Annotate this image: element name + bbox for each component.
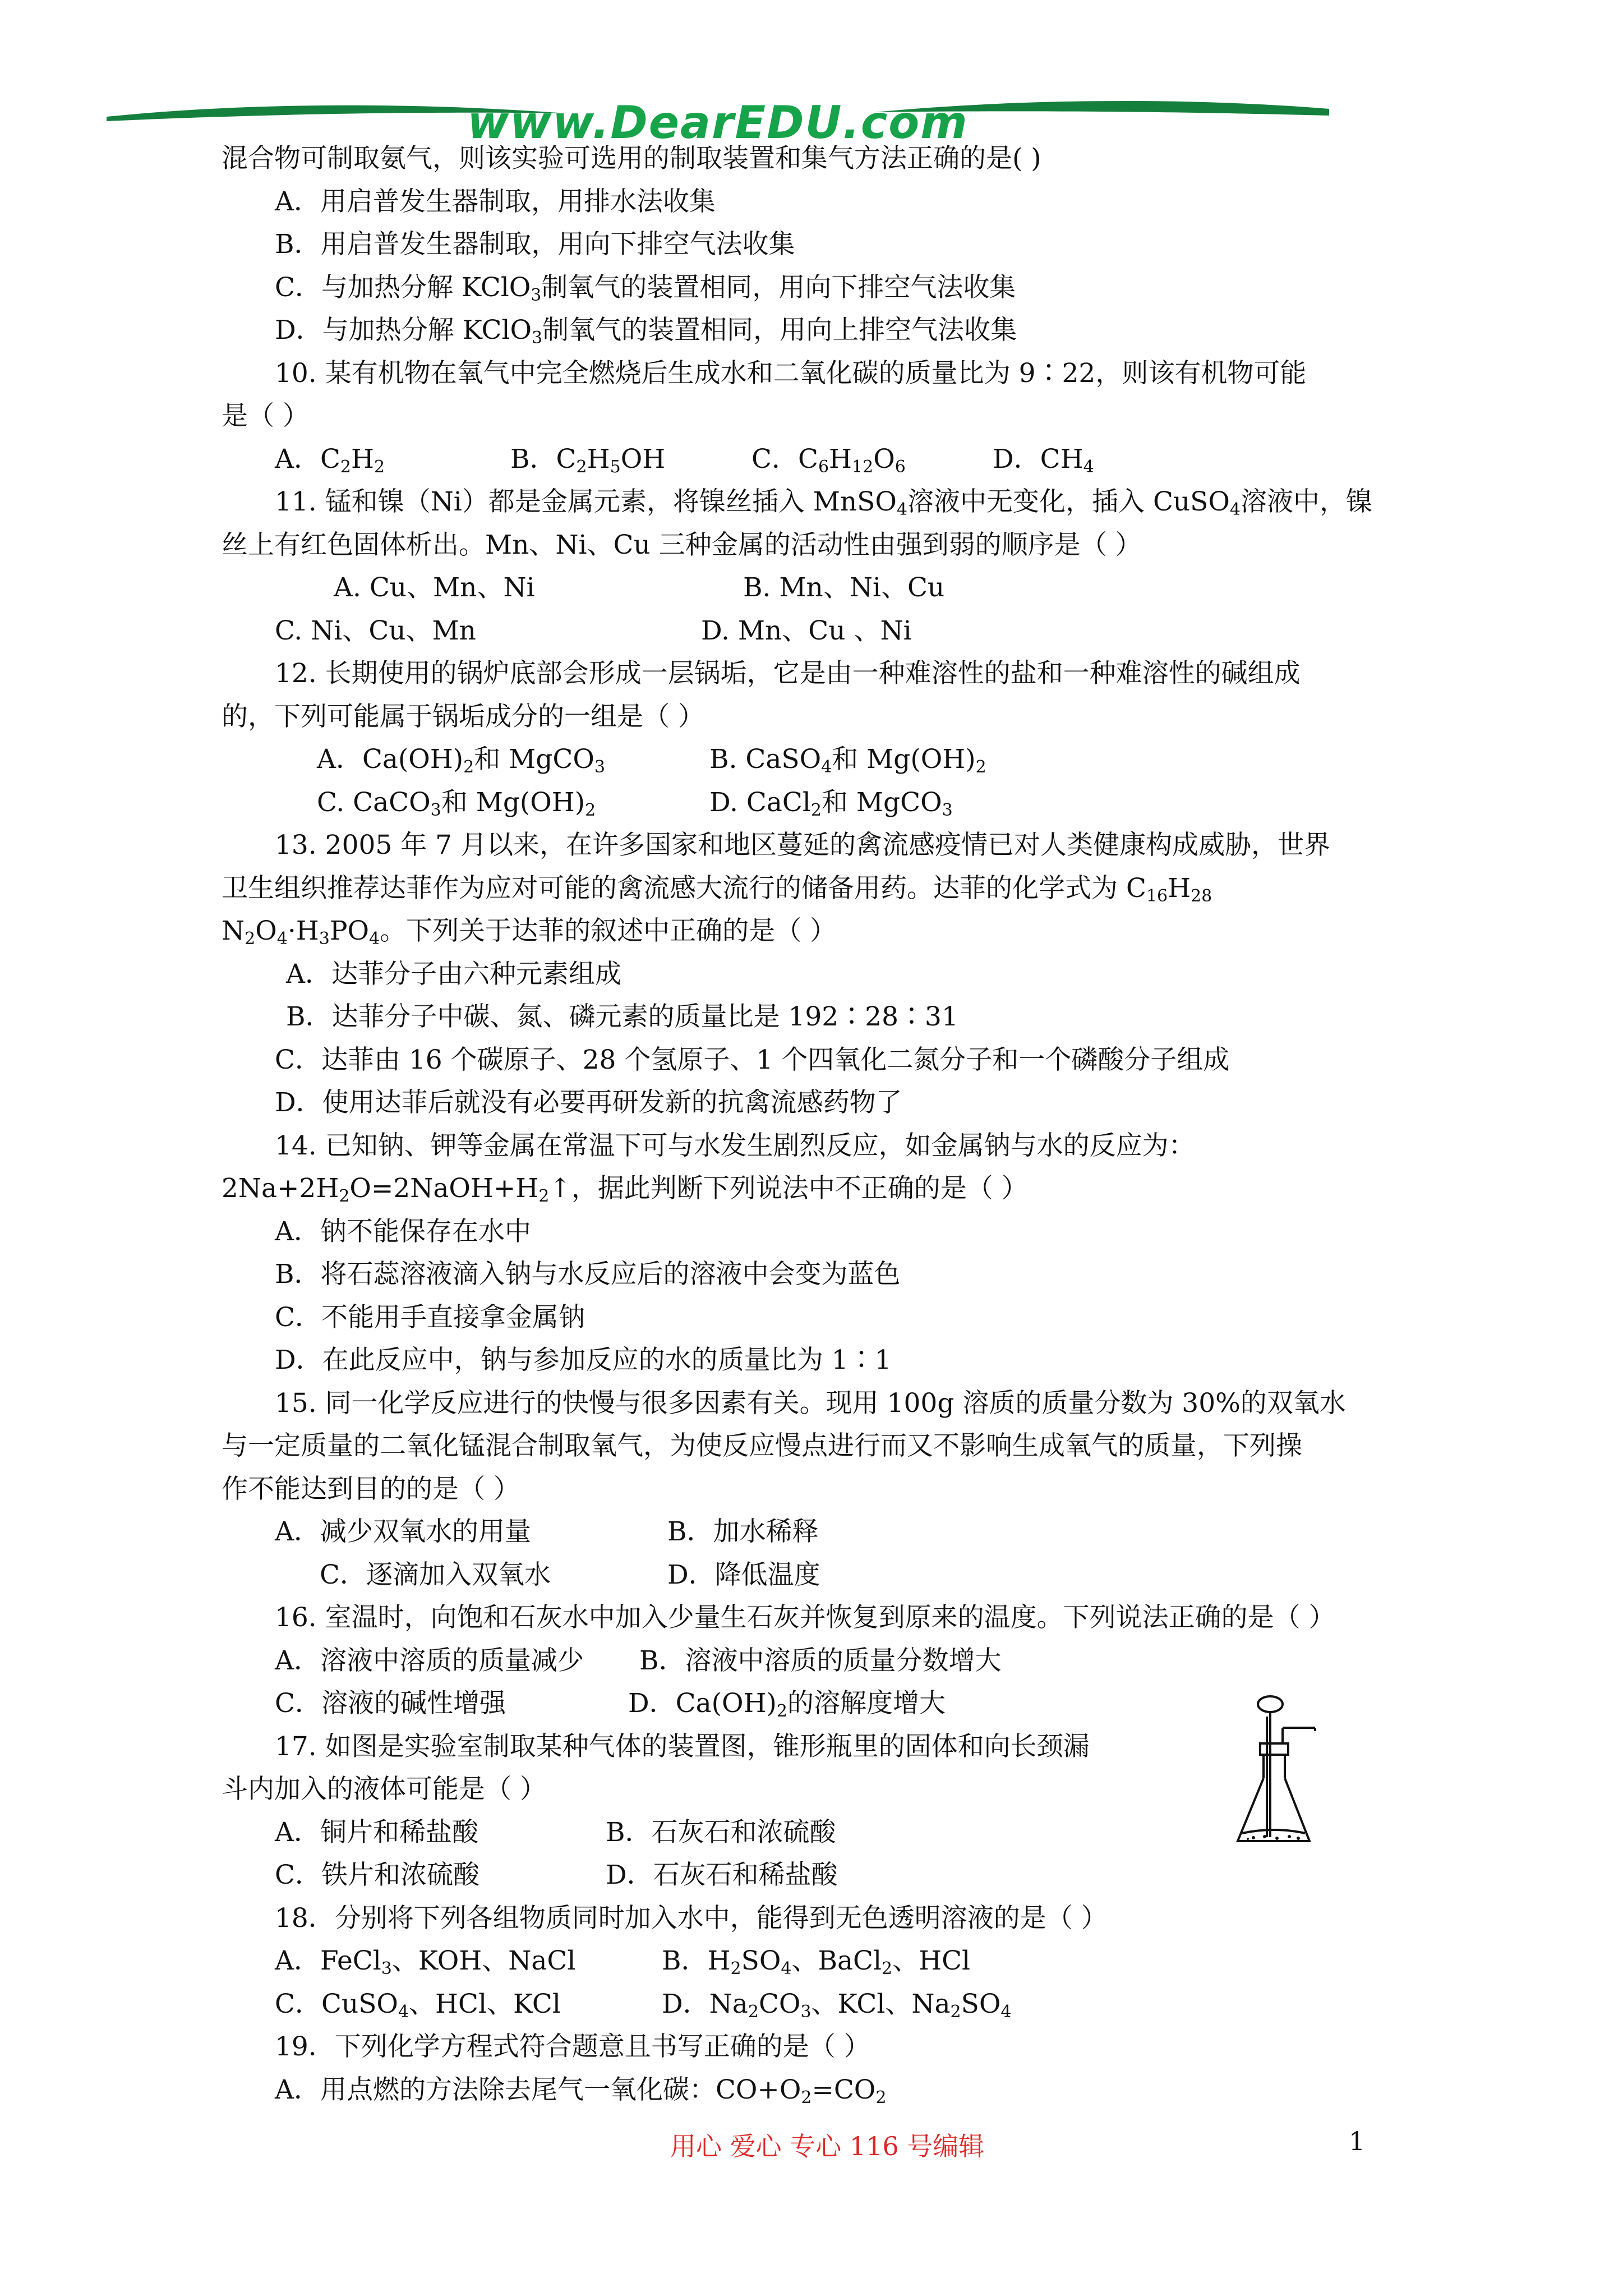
q9-option-d: D．与加热分解 KClO$_3$制氧气的装置相同，用向上排空气法收集 [275,315,1017,348]
q11-option-a: A. Cu、Mn、Ni [334,572,535,603]
q11-stem-line2: 丝上有红色固体析出。Mn、Ni、Cu 三种金属的活动性由强到弱的顺序是（ ） [222,529,1142,560]
q18-option-c: C．CuSO$_4$、HCl、KCl [275,1988,561,2022]
q13-option-b: B．达菲分子中碳、氮、磷元素的质量比是 192∶28∶31 [286,1001,958,1032]
q14-option-c: C．不能用手直接拿金属钠 [275,1301,585,1333]
q11-options-cd [222,610,1427,653]
q16-option-b: B．溶液中溶质的质量分数增大 [639,1645,1002,1676]
q18-options-cd [222,1983,1427,2026]
q13-option-a: A．达菲分子由六种元素组成 [286,958,621,990]
q10-option-d: D．$CH_4$ [993,443,1094,477]
q15-stem-line2: 与一定质量的二氧化锰混合制取氧气，为使反应慢点进行而又不影响生成氧气的质量，下列操 [222,1430,1302,1461]
q12-stem-line1: 12. 长期使用的锅炉底部会形成一层锅垢，它是由一种难溶性的盐和一种难溶性的碱组成 [275,658,1301,689]
q10-option-b: B．$C_2H_5OH$ [510,443,666,477]
q14-stem-line2: $2Na+2H_2O=2NaOH+H_2↑$，据此判断下列说法中不正确的是（ ） [222,1173,1028,1206]
q12-option-d: D. CaCl$_2$和 MgCO$_3$ [709,786,953,820]
q15-stem-line3: 作不能达到目的的是（ ） [222,1473,520,1504]
q17-option-b: B．石灰石和浓硫酸 [606,1816,836,1848]
q16-options-ab [222,1640,1427,1683]
q10-option-a: A．$C_2H_2$ [275,443,385,477]
q11-option-b: B. Mn、Ni、Cu [743,572,945,603]
q19-stem: 19．下列化学方程式符合题意且书写正确的是（ ） [275,2031,870,2062]
q17-options-cd [222,1854,1427,1897]
q15-options-ab [222,1511,1427,1554]
q13-option-c: C．达菲由 16 个碳原子、28 个氢原子、1 个四氧化二氮分子和一个磷酸分子组成 [275,1044,1230,1075]
footer-text: 用心 爱心 专心 116 号编辑 [670,2131,985,2161]
q10-options [222,438,1427,481]
q17-option-a: A．铜片和稀盐酸 [275,1816,478,1848]
q15-option-c: C．逐滴加入双氧水 [320,1559,551,1590]
q12-options-cd [222,781,1427,825]
page-number: 1 [1349,2126,1366,2156]
q16-option-d: D．$Ca(OH)_2$的溶解度增大 [628,1688,946,1721]
q18-option-b: B．$H_2SO_4$、BaCl$_2$、HCl [662,1945,971,1978]
q10-stem-line2: 是（ ） [222,401,309,431]
q15-stem-line1: 15. 同一化学反应进行的快慢与很多因素有关。现用 100g 溶质的质量分数为 30%的双氧水 [275,1387,1346,1419]
q17-option-c: C．铁片和浓硫酸 [275,1860,479,1890]
q13-option-d: D．使用达菲后就没有必要再研发新的抗禽流感药物了 [275,1087,902,1118]
q12-option-b: B. CaSO$_4$和 $Mg(OH)_2$ [709,744,986,777]
q18-option-a: A．FeCl$_3$、KOH、NaCl [275,1945,576,1978]
q11-options-ab [222,567,1427,610]
q15-option-a: A．减少双氧水的用量 [275,1516,531,1547]
q16-option-a: A．溶液中溶质的质量减少 [275,1645,584,1676]
q13-stem-line3: $N_2O_4\cdot H_3PO_4$。下列关于达菲的叙述中正确的是（ ） [222,915,837,949]
q14-option-b: B．将石蕊溶液滴入钠与水反应后的溶液中会变为蓝色 [275,1259,901,1290]
q15-options-cd [222,1554,1427,1597]
q18-options-ab [222,1940,1427,1983]
q14-option-d: D．在此反应中，钠与参加反应的水的质量比为 1∶1 [275,1345,892,1375]
q15-option-b: B．加水稀释 [667,1516,819,1547]
q19-option-a: A．用点燃的方法除去尾气一氧化碳：$CO+O_2=CO_2$ [275,2074,887,2108]
q10-option-c: C．$C_6H_{12}O_6$ [751,443,906,477]
q12-options-ab [222,738,1427,781]
q12-option-a: A．$Ca(OH)_2$和 MgCO$_3$ [317,744,605,777]
q17-option-d: D．石灰石和稀盐酸 [606,1860,838,1890]
q17-stem-line1: 17. 如图是实验室制取某种气体的装置图，锥形瓶里的固体和向长颈漏 [275,1731,1090,1762]
q9-stem: 混合物可制取氨气，则该实验可选用的制取装置和集气方法正确的是( ) [222,143,1041,174]
q15-option-d: D．降低温度 [667,1559,820,1590]
q18-stem: 18．分别将下列各组物质同时加入水中，能得到无色透明溶液的是（ ） [275,1902,1108,1934]
q12-option-c: C. CaCO$_3$和 $Mg(OH)_2$ [317,786,596,820]
q14-option-a: A．钠不能保存在水中 [275,1216,531,1247]
q9-option-c: C．与加热分解 KClO$_3$制氧气的装置相同，用向下排空气法收集 [275,272,1016,305]
q10-stem-line1: 10. 某有机物在氧气中完全燃烧后生成水和二氧化碳的质量比为 9∶22，则该有机物可能 [275,357,1307,389]
q9-option-b: B．用启普发生器制取，用向下排空气法收集 [275,229,795,260]
q18-option-d: D．$Na_2CO_3$、KCl、$Na_2SO_4$ [662,1988,1012,2022]
q16-stem: 16. 室温时，向饱和石灰水中加入少量生石灰并恢复到原来的温度。下列说法正确的是（ ） [275,1602,1335,1633]
q13-stem-line2: 卫生组织推荐达菲作为应对可能的禽流感大流行的储备用药。达菲的化学式为 $C_{16}H_{28}$ [222,872,1212,906]
q16-option-c: C．溶液的碱性增强 [275,1688,506,1719]
q14-stem-line1: 14. 已知钠、钾等金属在常温下可与水发生剧烈反应，如金属钠与水的反应为： [275,1130,1195,1161]
q12-stem-line2: 的，下列可能属于锅垢成分的一组是（ ） [222,701,704,732]
q13-stem-line1: 13. 2005 年 7 月以来，在许多国家和地区蔓延的禽流感疫情已对人类健康构成威胁，世界 [275,830,1331,861]
q17-stem-line2: 斗内加入的液体可能是（ ） [222,1774,546,1805]
q9-option-a: A．用启普发生器制取，用排水法收集 [275,186,716,217]
site-logo: www.DearEDU.com [467,96,969,149]
q11-option-c: C. Ni、Cu、Mn [275,615,476,646]
q11-stem-line1: 11. 锰和镍（Ni）都是金属元素，将镍丝插入 MnSO$_4$溶液中无变化，插入 CuSO$_4$溶液中，镍 [275,486,1372,519]
flask-apparatus-icon [1231,1694,1326,1859]
q11-option-d: D. Mn、Cu 、Ni [701,615,912,646]
